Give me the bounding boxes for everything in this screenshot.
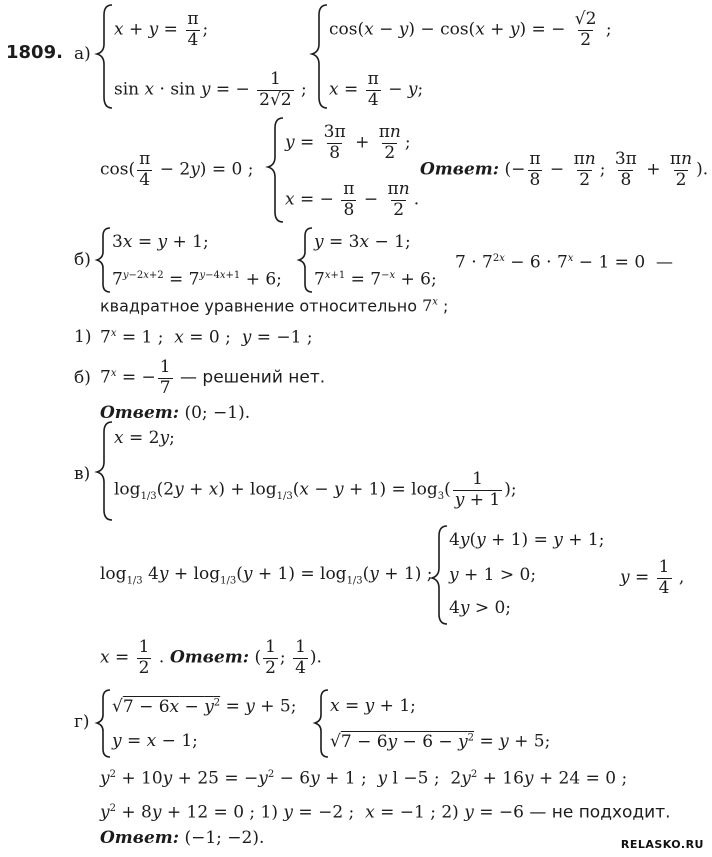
- v-log-equation: $\log_{1/3} 4y + \log_{1/3}(y + 1) = \log_{1/3}(y + 1)$ ;: [100, 564, 433, 587]
- g-line1: $y^2 + 10y + 25 = -y^2 - 6y + 1$ ; y l −5 ; $2y^2 + 16y + 24 = 0$ ;: [100, 768, 628, 789]
- b-system2-line2: $7^{x+1} = 7^{-x} + 6$;: [314, 269, 437, 290]
- a-system1-line1: x + y = $\frac{\pi}{4}$ ;: [114, 9, 209, 50]
- g-system1-line2: y = x − 1;: [112, 731, 198, 751]
- b-case1: $7^x = 1$ ; x = 0 ; y = −1 ;: [100, 327, 313, 348]
- brace-g1: [97, 690, 110, 757]
- b-case2: $7^x$ = − $\frac{1}{7}$ — решений нет.: [100, 357, 326, 398]
- brace-b1: [97, 228, 110, 292]
- a-system2-line1: cos(x − y) − cos(x + y) = − $\frac{√2}{2}$ ;: [329, 9, 612, 50]
- v-system2-line1: 4y(y + 1) = y + 1;: [449, 530, 605, 550]
- g-answer: Ответ: (−1; −2).: [100, 828, 265, 848]
- brace-b2: [299, 228, 312, 292]
- brace-a1: [97, 5, 112, 108]
- part-a-label: а): [74, 44, 91, 64]
- v-system2-line2: y + 1 > 0;: [449, 565, 537, 585]
- g-system2-line2: $√7 - 6y - 6 - y^2 = y + 5$;: [330, 731, 551, 752]
- a-system1-line2: sin x · sin y = − $\frac{1}{2√2}$ ;: [114, 69, 307, 110]
- b-case1-label: 1): [74, 327, 92, 347]
- g-line2: $y^2 + 8y + 12 = 0$ ; 1) y = −2 ; x = −1 ; 2) y = −6 — не подходит.: [100, 802, 671, 823]
- b-answer: Ответ: (0; −1).: [100, 403, 251, 423]
- brace-a3: [268, 118, 283, 222]
- v-system1-line1: x = 2y;: [114, 428, 175, 448]
- g-system1-line1: $√7 - 6x - y^2 = y + 5$;: [112, 696, 297, 717]
- b-quadratic-note: квадратное уравнение относительно 7$^x$ ;: [100, 296, 449, 316]
- a-system3-line2: x = − $\frac{\pi}{8}$ − $\frac{\pi n}{2}$ .: [285, 179, 420, 220]
- a-cos-equation: cos( $\frac{\pi}{4}$ − 2y) = 0 ;: [100, 149, 254, 190]
- part-g-label: г): [74, 712, 90, 732]
- b-case2-label: б): [74, 368, 91, 388]
- problem-number: 1809.: [6, 42, 63, 63]
- v-answer: Ответ: ( $\frac{1}{2}$ ; $\frac{1}{4}$ ).: [170, 637, 322, 678]
- brace-g2: [315, 690, 328, 757]
- v-x-result: x = $\frac{1}{2}$ .: [100, 637, 165, 678]
- v-system1-line2: $\log_{1/3}(2y + x) + \log_{1/3}(x - y + 1) = \log_3$( $\frac{1}{y + 1}$ );: [114, 469, 517, 510]
- b-system2-line1: y = 3x − 1;: [314, 232, 411, 252]
- brace-v2: [432, 526, 447, 624]
- b-exp-equation: $7 \cdot 7^{2x} - 6 \cdot 7^x - 1 = 0$ —: [455, 252, 673, 273]
- v-system2-line3: 4y > 0;: [449, 598, 512, 618]
- a-answer: Ответ: (− $\frac{\pi}{8}$ − $\frac{\pi n}{2}$ ; $\frac{3\pi}{8}$ + $\frac{\pi n}{2}$ ).: [420, 149, 709, 190]
- brace-a2: [312, 5, 327, 108]
- g-system2-line1: x = y + 1;: [330, 696, 416, 716]
- watermark: RELASKO.RU: [620, 838, 704, 851]
- a-system2-line2: x = $\frac{\pi}{4}$ − y;: [329, 69, 424, 110]
- b-system1-line1: 3x = y + 1;: [112, 232, 209, 252]
- brace-v1: [97, 422, 112, 520]
- part-b-label: б): [74, 250, 91, 270]
- part-v-label: в): [74, 464, 91, 484]
- v-y-result: y = $\frac{1}{4}$ ,: [620, 557, 685, 598]
- b-system1-line2: $7^{y-2x+2} = 7^{y-4x+1} + 6$;: [112, 269, 282, 290]
- a-system3-line1: y = $\frac{3\pi}{8}$ + $\frac{\pi n}{2}$ ;: [285, 122, 411, 163]
